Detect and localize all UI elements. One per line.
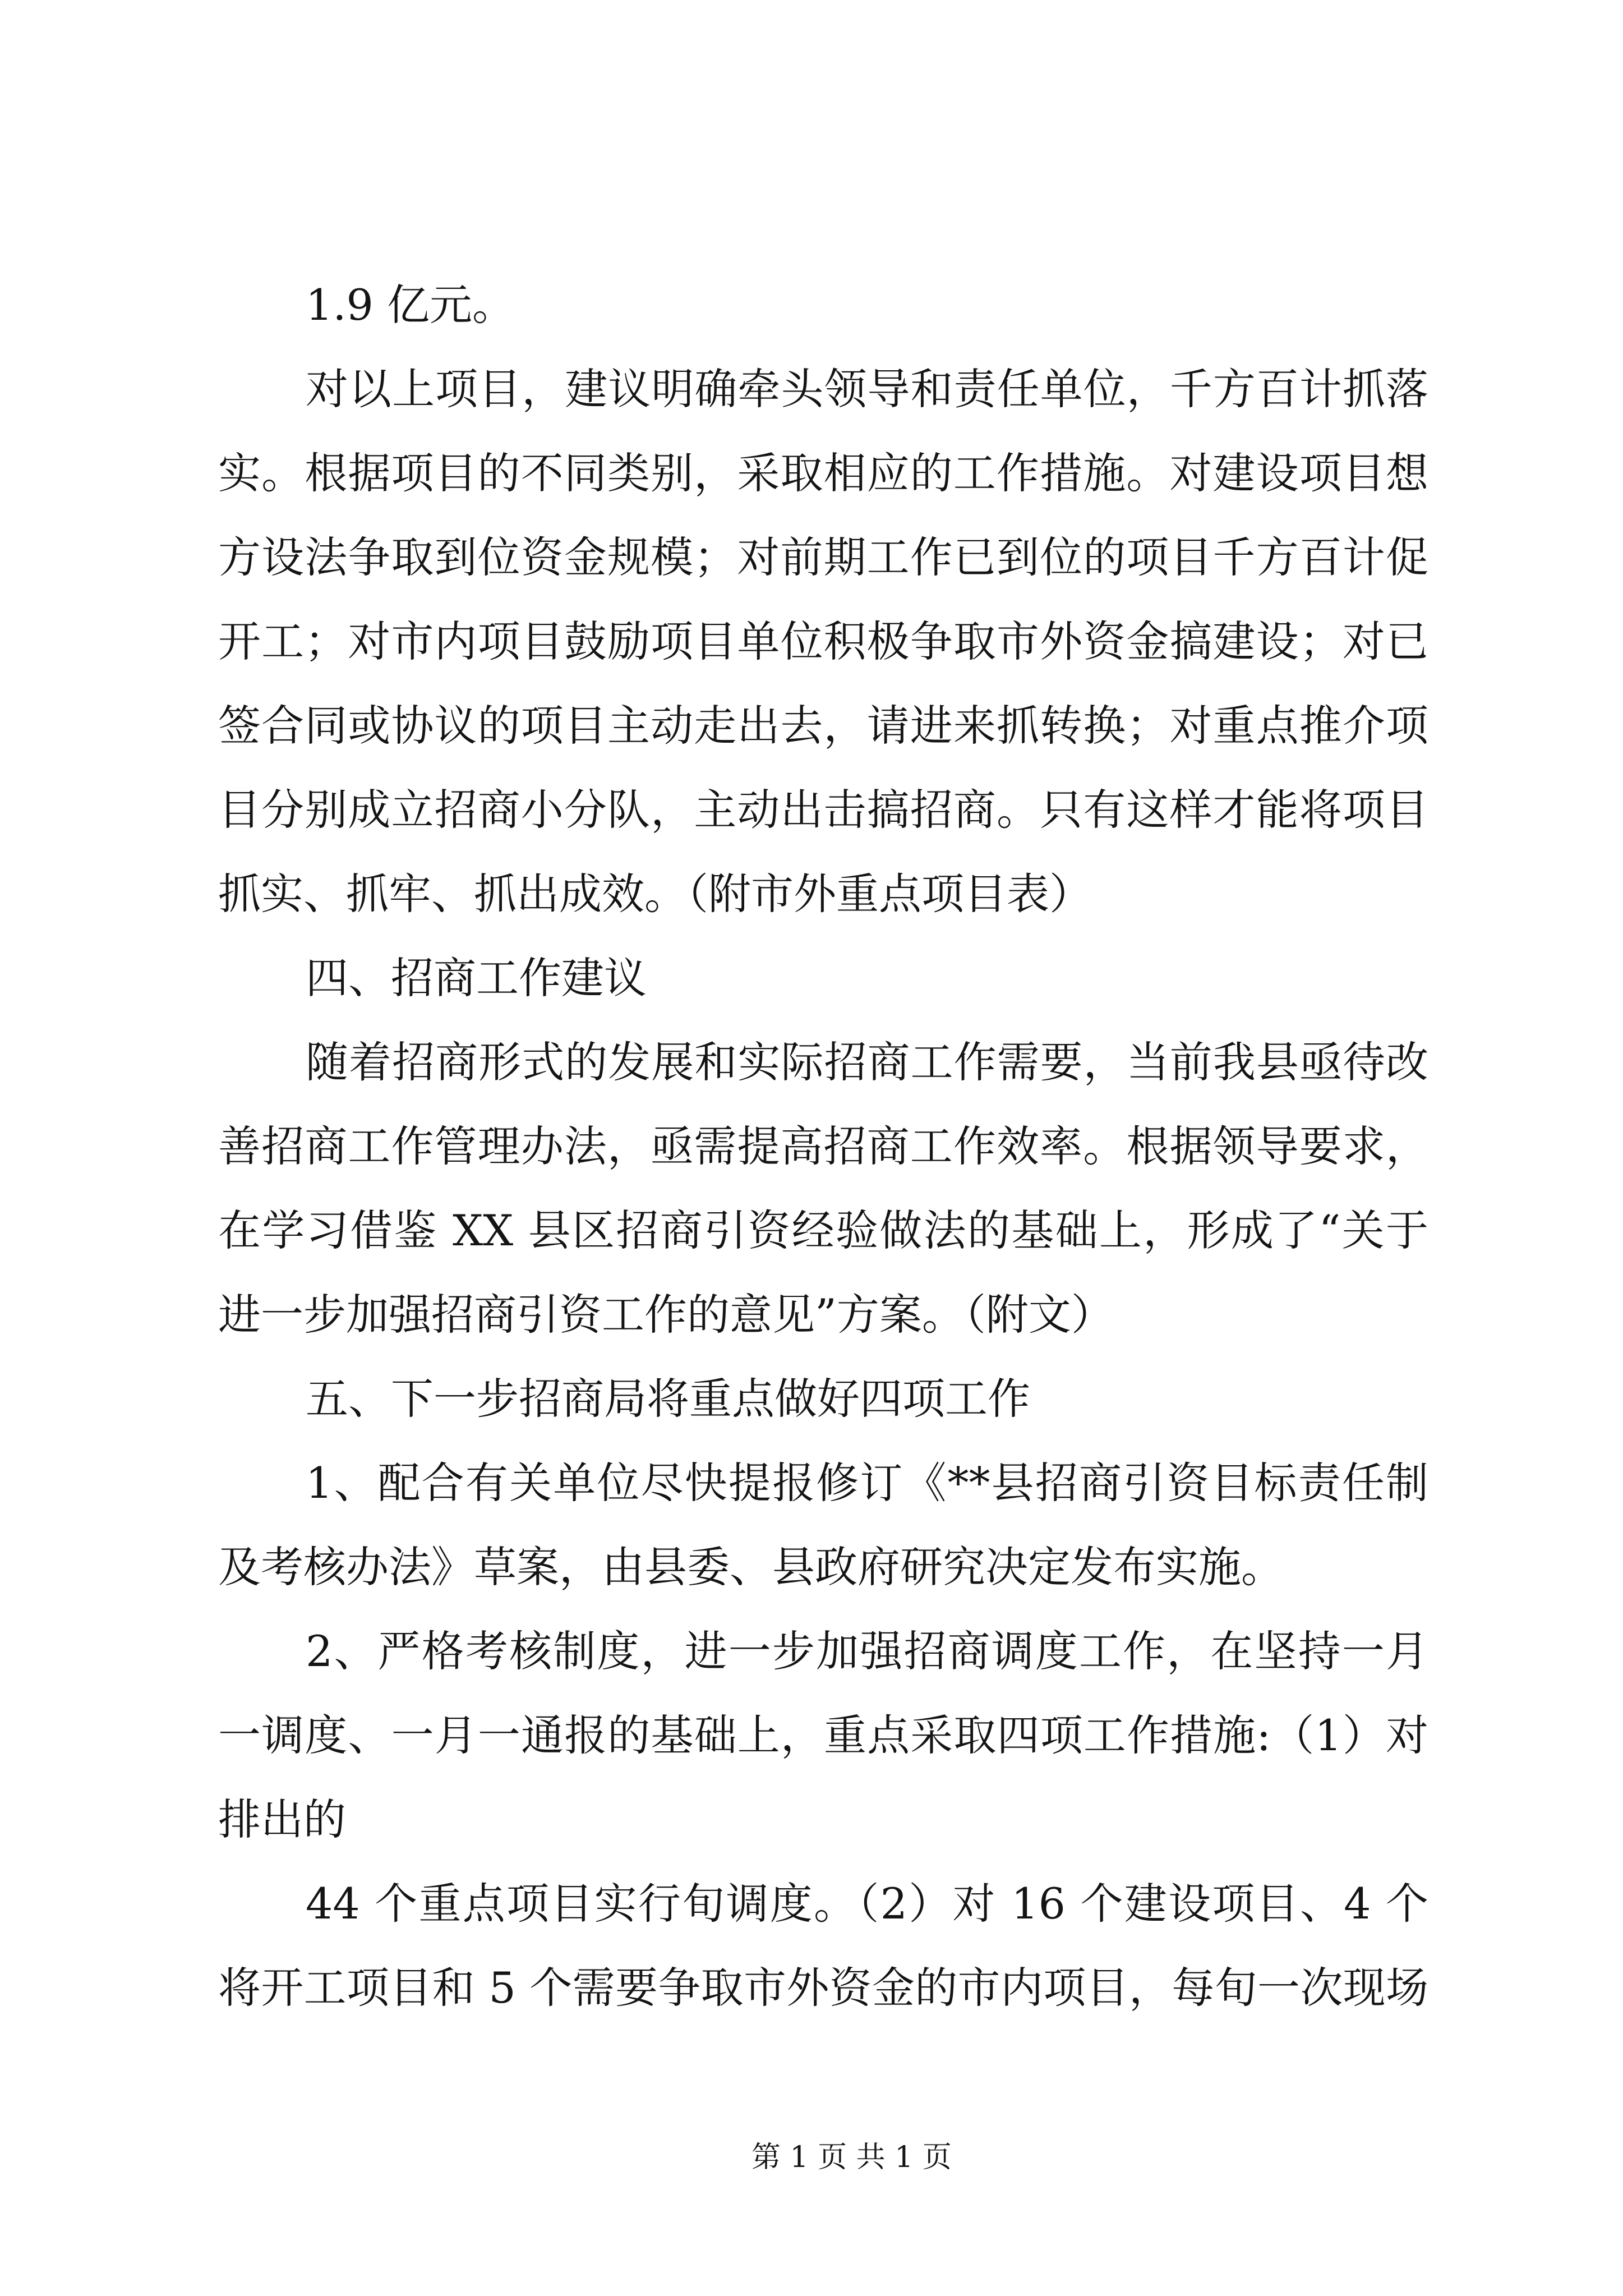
paragraph	[218, 1609, 1428, 1862]
text-line: 44 个重点项目实行旬调度。（2）对 16 个建设项目、4 个	[306, 1879, 1428, 1929]
text-line: 在学习借鉴 XX 县区招商引资经验做法的基础上，形成了“关于	[218, 1205, 1428, 1255]
text-line: 1、配合有关单位尽快提报修订《**县招商引资目标责任制	[306, 1458, 1428, 1508]
text-line: 将开工项目和 5 个需要争取市外资金的市内项目，每旬一次现场	[218, 1963, 1428, 2013]
text-line: 对以上项目，建议明确牵头领导和责任单位，千方百计抓落	[306, 364, 1428, 414]
page-footer: 第 1 页 共 1 页	[751, 2141, 952, 2174]
section-heading	[218, 936, 1428, 1020]
text-line: 签合同或协议的项目主动走出去，请进来抓转换；对重点推介项	[218, 701, 1428, 751]
text-line: 及考核办法》草案，由县委、县政府研究决定发布实施。	[218, 1542, 1284, 1592]
text-line: 开工；对市内项目鼓励项目单位积极争取市外资金搞建设；对已	[218, 616, 1428, 666]
section-heading-text: 五、下一步招商局将重点做好四项工作	[306, 1374, 1030, 1424]
section-heading	[218, 1357, 1428, 1441]
text-line: 目分别成立招商小分队，主动出击搞招商。只有这样才能将项目	[218, 785, 1428, 835]
text-line: 随着招商形式的发展和实际招商工作需要，当前我县亟待改	[306, 1037, 1428, 1087]
paragraph	[218, 347, 1428, 936]
text-line: 进一步加强招商引资工作的意见”方案。（附文）	[218, 1290, 1114, 1340]
text-line: 实。根据项目的不同类别，采取相应的工作措施。对建设项目想	[218, 448, 1428, 498]
text-line: 一调度、一月一通报的基础上，重点采取四项工作措施:（1）对	[218, 1710, 1428, 1760]
text-line: 2、严格考核制度，进一步加强招商调度工作，在坚持一月	[306, 1626, 1428, 1676]
document-body	[218, 263, 1428, 2030]
text-line: 排出的	[218, 1795, 346, 1844]
text-line: 1.9 亿元。	[306, 280, 515, 330]
paragraph	[218, 263, 1428, 347]
paragraph	[218, 1862, 1428, 2030]
paragraph	[218, 1020, 1428, 1357]
text-line: 善招商工作管理办法，亟需提高招商工作效率。根据领导要求，	[218, 1121, 1428, 1171]
paragraph	[218, 1441, 1428, 1609]
text-line: 方设法争取到位资金规模；对前期工作已到位的项目千方百计促	[218, 532, 1428, 582]
text-line: 抓实、抓牢、抓出成效。（附市外重点项目表）	[218, 869, 1092, 919]
section-heading-text: 四、招商工作建议	[306, 953, 647, 1003]
